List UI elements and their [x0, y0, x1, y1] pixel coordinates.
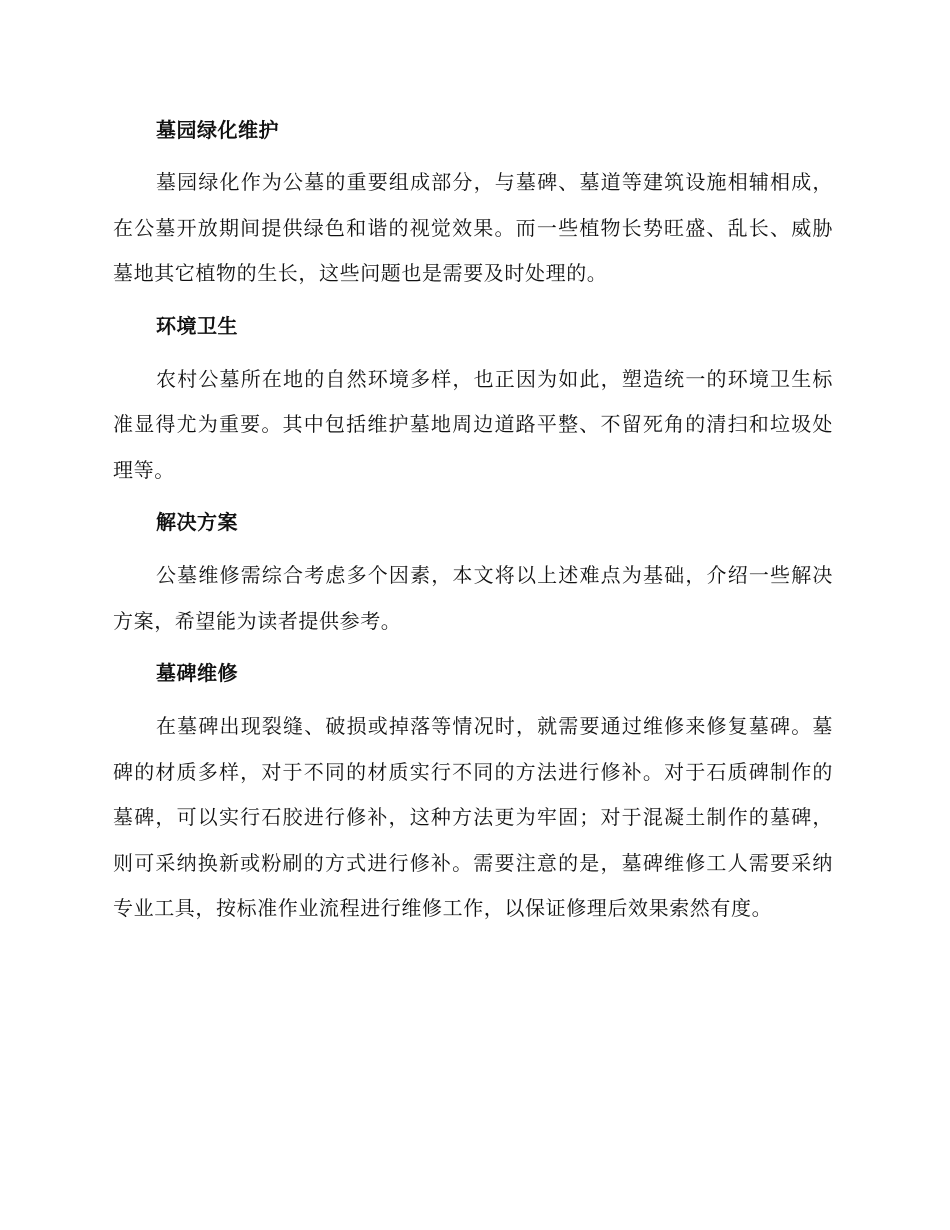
section-paragraph: 墓园绿化作为公墓的重要组成部分，与墓碑、墓道等建筑设施相辅相成，在公墓开放期间提供绿色和谐的视觉效果。而一些植物长势旺盛、乱长、威胁墓地其它植物的生长，这些问题也是需要及时处理的。 [113, 170, 833, 285]
section-paragraph: 农村公墓所在地的自然环境多样，也正因为如此，塑造统一的环境卫生标准显得尤为重要。其中包括维护墓地周边道路平整、不留死角的清扫和垃圾处理等。 [113, 366, 833, 482]
document-page [113, 109, 833, 940]
section-tombstone-repair [113, 652, 833, 932]
section-paragraph: 在墓碑出现裂缝、破损或掉落等情况时，就需要通过维修来修复墓碑。墓碑的材质多样，对于不同的材质实行不同的方法进行修补。对于石质碑制作的墓碑，可以实行石胶进行修补，这种方法更为牢固；对于混凝土制作的墓碑，则可采纳换新或粉刷的方式进行修补。需要注意的是，墓碑维修工人需要采纳专业工具，按标准作业流程进行维修工作，以保证修理后效果索然有度。 [113, 714, 833, 920]
section-greening [113, 109, 833, 297]
section-sanitation [113, 305, 833, 494]
section-solutions [113, 501, 833, 644]
section-heading: 墓碑维修 [156, 661, 238, 685]
section-heading: 解决方案 [156, 510, 238, 534]
section-paragraph: 公墓维修需综合考虑多个因素，本文将以上述难点为基础，介绍一些解决方案，希望能为读者提供参考。 [113, 563, 833, 633]
section-heading: 墓园绿化维护 [156, 118, 279, 142]
section-heading: 环境卫生 [156, 313, 238, 338]
